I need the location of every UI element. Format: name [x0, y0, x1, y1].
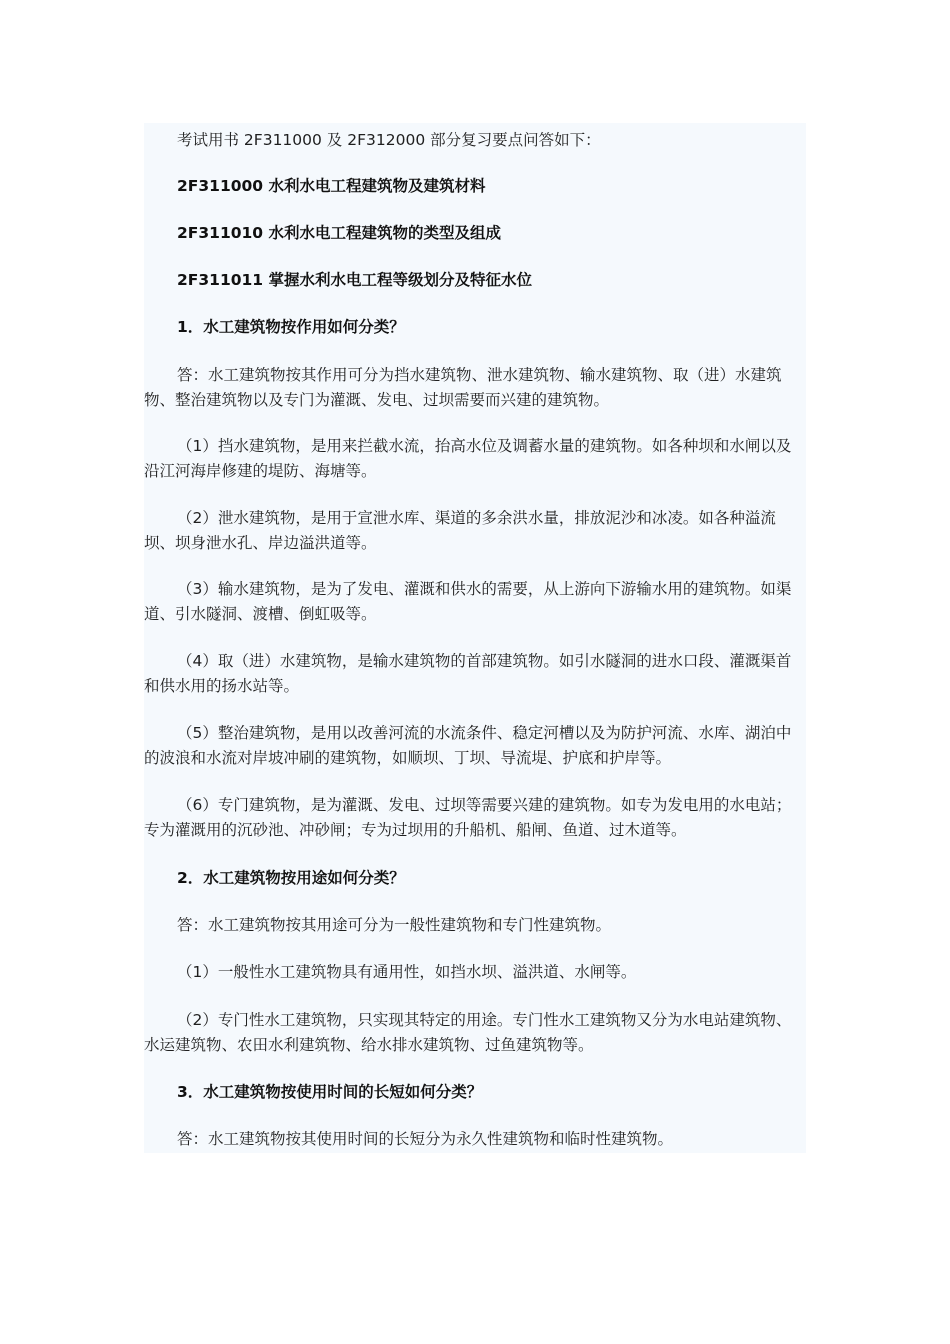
answer-3: 答：水工建筑物按其使用时间的长短分为永久性建筑物和临时性建筑物。 — [177, 1130, 674, 1148]
answer-1: 答：水工建筑物按其作用可分为挡水建筑物、泄水建筑物、输水建筑物、取（进）水建筑物、整治建筑物以及专门为灌溉、发电、过坝需要而兴建的建筑物。 — [144, 366, 782, 409]
intro-line: 考试用书 2F311000 及 2F312000 部分复习要点问答如下： — [177, 131, 601, 149]
answer-1-item: （1）挡水建筑物，是用来拦截水流，抬高水位及调蓄水量的建筑物。如各种坝和水闸以及沿江河海岸修建的堤防、海塘等。 — [144, 437, 792, 480]
question-3: 3．水工建筑物按使用时间的长短如何分类？ — [177, 1083, 483, 1101]
answer-2-item: （2）专门性水工建筑物，只实现其特定的用途。专门性水工建筑物又分为水电站建筑物、水运建筑物、农田水利建筑物、给水排水建筑物、过鱼建筑物等。 — [144, 1011, 792, 1054]
section-heading: 2F311000 水利水电工程建筑物及建筑材料 — [177, 177, 486, 195]
answer-1-item: （3）输水建筑物，是为了发电、灌溉和供水的需要，从上游向下游输水用的建筑物。如渠道、引水隧洞、渡槽、倒虹吸等。 — [144, 580, 792, 623]
question-2: 2．水工建筑物按用途如何分类？ — [177, 869, 405, 887]
answer-2-item: （1）一般性水工建筑物具有通用性，如挡水坝、溢洪道、水闸等。 — [177, 963, 637, 981]
topic-heading: 2F311011 掌握水利水电工程等级划分及特征水位 — [177, 271, 532, 289]
question-1: 1．水工建筑物按作用如何分类？ — [177, 318, 405, 336]
answer-1-item: （4）取（进）水建筑物，是输水建筑物的首部建筑物。如引水隧洞的进水口段、灌溉渠首和供水用的扬水站等。 — [144, 652, 792, 695]
answer-1-item: （2）泄水建筑物，是用于宣泄水库、渠道的多余洪水量，排放泥沙和冰凌。如各种溢流坝、坝身泄水孔、岸边溢洪道等。 — [144, 509, 776, 552]
answer-1-item: （6）专门建筑物，是为灌溉、发电、过坝等需要兴建的建筑物。如专为发电用的水电站；专为灌溉用的沉砂池、冲砂闸；专为过坝用的升船机、船闸、鱼道、过木道等。 — [144, 796, 792, 839]
answer-1-item: （5）整治建筑物，是用以改善河流的水流条件、稳定河槽以及为防护河流、水库、湖泊中的波浪和水流对岸坡冲刷的建筑物，如顺坝、丁坝、导流堤、护底和护岸等。 — [144, 724, 792, 767]
subsection-heading: 2F311010 水利水电工程建筑物的类型及组成 — [177, 224, 501, 242]
answer-2: 答：水工建筑物按其用途可分为一般性建筑物和专门性建筑物。 — [177, 916, 612, 934]
